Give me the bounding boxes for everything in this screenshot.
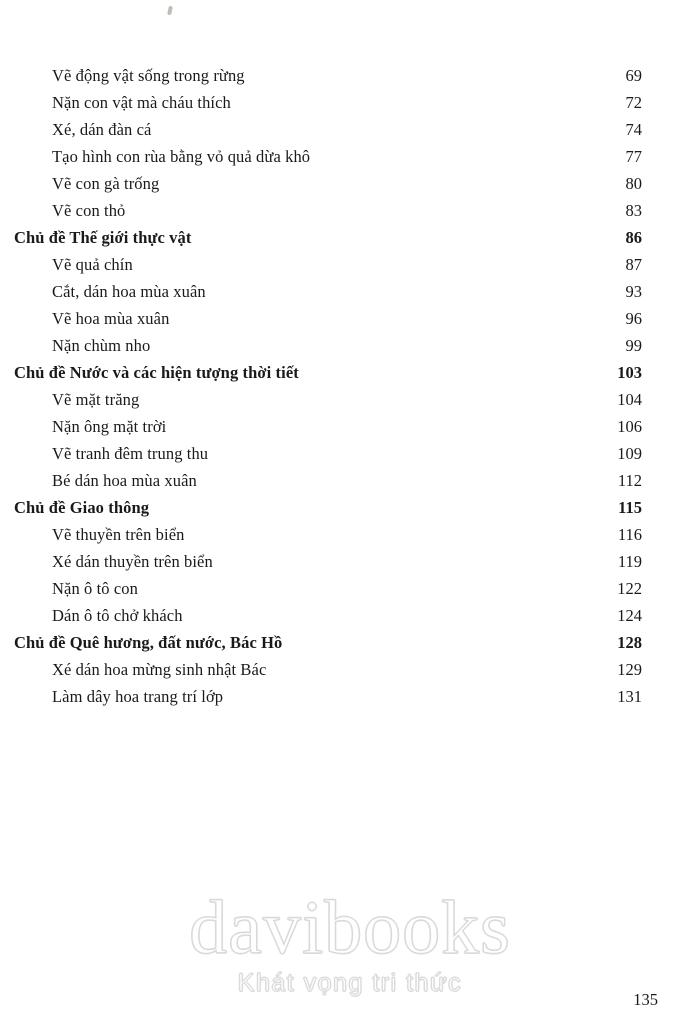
toc-row-label: Vẽ con thỏ: [52, 201, 126, 220]
toc-entry-row: [0, 390, 700, 417]
toc-row-label: Vẽ hoa mùa xuân: [52, 309, 170, 328]
toc-row-label: Chủ đề Nước và các hiện tượng thời tiết: [14, 363, 299, 382]
toc-row-page-number: 129: [617, 660, 642, 679]
toc-row-page-number: 72: [625, 93, 642, 112]
toc-row-page-number: 122: [617, 579, 642, 598]
toc-row-page-number: 104: [617, 390, 642, 409]
toc-row-page-number: 86: [625, 228, 642, 247]
toc-entry-row: [0, 282, 700, 309]
toc-row-page-number: 93: [625, 282, 642, 301]
toc-row-page-number: 116: [617, 525, 642, 544]
toc-row-label: Nặn ông mặt trời: [52, 417, 167, 436]
toc-row-page-number: 77: [625, 147, 642, 166]
toc-row-page-number: 103: [617, 363, 642, 382]
toc-theme-row: [0, 363, 700, 390]
toc-entry-row: [0, 417, 700, 444]
toc-row-label: Nặn con vật mà cháu thích: [52, 93, 231, 112]
toc-row-label: Chủ đề Quê hương, đất nước, Bác Hồ: [14, 633, 283, 652]
toc-row-label: Nặn chùm nho: [52, 336, 151, 355]
toc-theme-row: [0, 228, 700, 255]
toc-row-page-number: 119: [617, 552, 642, 571]
toc-entry-row: [0, 552, 700, 579]
toc-row-label: Chủ đề Thế giới thực vật: [14, 228, 192, 247]
watermark: [0, 886, 700, 998]
toc-entry-row: [0, 66, 700, 93]
toc-row-page-number: 69: [625, 66, 642, 85]
toc-row-label: Vẽ thuyền trên biển: [52, 525, 185, 544]
toc-row-page-number: 106: [617, 417, 642, 436]
toc-row-label: Cắt, dán hoa mùa xuân: [52, 282, 206, 301]
toc-theme-row: [0, 498, 700, 525]
toc-row-label: Xé, dán đàn cá: [52, 120, 152, 139]
toc-entry-row: [0, 147, 700, 174]
toc-entry-row: [0, 255, 700, 282]
toc-row-page-number: 131: [617, 687, 642, 706]
toc-entry-row: [0, 579, 700, 606]
toc-row-page-number: 124: [617, 606, 642, 625]
toc-entry-row: [0, 174, 700, 201]
toc-row-label: Nặn ô tô con: [52, 579, 138, 598]
toc-entry-row: [0, 93, 700, 120]
toc-row-label: Vẽ con gà trống: [52, 174, 160, 193]
toc-entry-row: [0, 309, 700, 336]
toc-row-page-number: 109: [617, 444, 642, 463]
table-of-contents: [0, 66, 700, 714]
page-speck-mark: [167, 6, 173, 16]
toc-row-page-number: 87: [625, 255, 642, 274]
toc-row-label: Làm dây hoa trang trí lớp: [52, 687, 224, 706]
toc-entry-row: [0, 336, 700, 363]
toc-row-page-number: 80: [625, 174, 642, 193]
toc-entry-row: [0, 660, 700, 687]
toc-entry-row: [0, 120, 700, 147]
toc-row-page-number: 74: [625, 120, 642, 139]
toc-entry-row: [0, 525, 700, 552]
toc-row-label: Vẽ quả chín: [52, 255, 133, 274]
toc-row-page-number: 115: [618, 498, 642, 517]
toc-entry-row: [0, 444, 700, 471]
toc-entry-row: [0, 471, 700, 498]
toc-row-label: Dán ô tô chở khách: [52, 606, 183, 625]
toc-row-label: Vẽ động vật sống trong rừng: [52, 66, 245, 85]
toc-row-label: Vẽ mặt trăng: [52, 390, 140, 409]
toc-row-page-number: 99: [625, 336, 642, 355]
toc-row-label: Xé dán thuyền trên biển: [52, 552, 213, 571]
toc-row-label: Vẽ tranh đêm trung thu: [52, 444, 209, 463]
toc-entry-row: [0, 606, 700, 633]
toc-row-label: Xé dán hoa mừng sinh nhật Bác: [52, 660, 267, 679]
watermark-sub-text: Khát vọng tri thức: [237, 969, 463, 997]
page-number: 135: [633, 990, 658, 1009]
toc-theme-row: [0, 633, 700, 660]
toc-row-page-number: 83: [625, 201, 642, 220]
toc-row-label: Bé dán hoa mùa xuân: [52, 471, 197, 490]
toc-row-page-number: 96: [625, 309, 642, 328]
toc-row-page-number: 128: [617, 633, 642, 652]
toc-entry-row: [0, 201, 700, 228]
watermark-main-text: davibooks: [189, 886, 511, 970]
toc-entry-row: [0, 687, 700, 714]
toc-row-page-number: 112: [617, 471, 642, 490]
toc-row-label: Chủ đề Giao thông: [14, 498, 150, 517]
toc-row-label: Tạo hình con rùa bằng vỏ quả dừa khô: [52, 147, 311, 166]
